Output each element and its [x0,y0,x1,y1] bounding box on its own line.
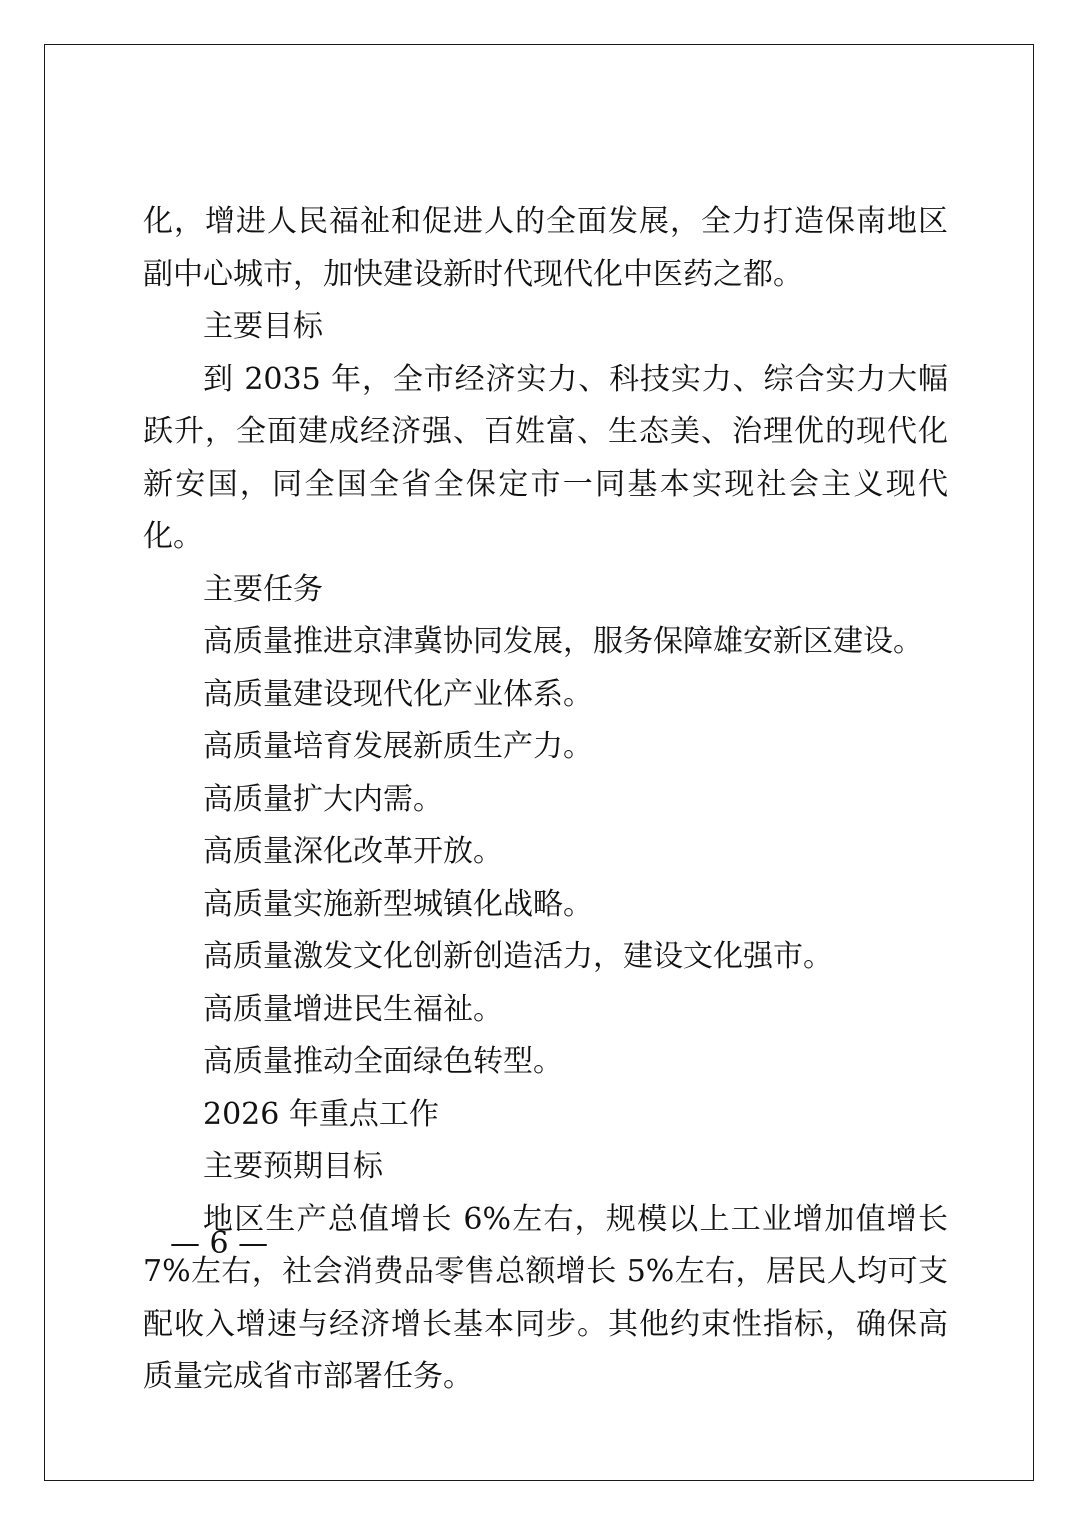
paragraph-2035-goal: 到 2035 年，全市经济实力、科技实力、综合实力大幅跃升，全面建成经济强、百姓富、生态美、治理优的现代化新安国，同全国全省全保定市一同基本实现社会主义现代化。 [143,361,948,554]
task-item: 高质量实施新型城镇化战略。 [203,886,593,922]
heading-2026-work: 2026 年重点工作 [203,1096,439,1132]
task-item: 高质量培育发展新质生产力。 [203,729,593,764]
document-body [143,196,948,1404]
task-item: 高质量扩大内需。 [203,781,443,817]
paragraph-targets: 地区生产总值增长 6%左右，规模以上工业增加值增长 7%左右，社会消费品零售总额增长 5%左右，居民人均可支配收入增速与经济增长基本同步。其他约束性指标，确保高质量完成省市部署任务。 [143,1201,948,1394]
heading-main-goals: 主要目标 [203,309,323,344]
task-item: 高质量增进民生福祉。 [203,991,503,1027]
task-item: 高质量建设现代化产业体系。 [203,676,593,712]
page-number: — 6 — [170,1226,269,1261]
paragraph-continuation: 化，增进人民福祉和促进人的全面发展，全力打造保南地区副中心城市，加快建设新时代现代化中医药之都。 [143,204,948,292]
task-item: 高质量推进京津冀协同发展，服务保障雄安新区建设。 [203,624,923,659]
task-item: 高质量深化改革开放。 [203,834,503,869]
task-item: 高质量推动全面绿色转型。 [203,1044,563,1079]
task-item: 高质量激发文化创新创造活力，建设文化强市。 [203,939,833,974]
heading-main-tasks: 主要任务 [203,571,323,607]
heading-expected-targets: 主要预期目标 [203,1149,383,1184]
